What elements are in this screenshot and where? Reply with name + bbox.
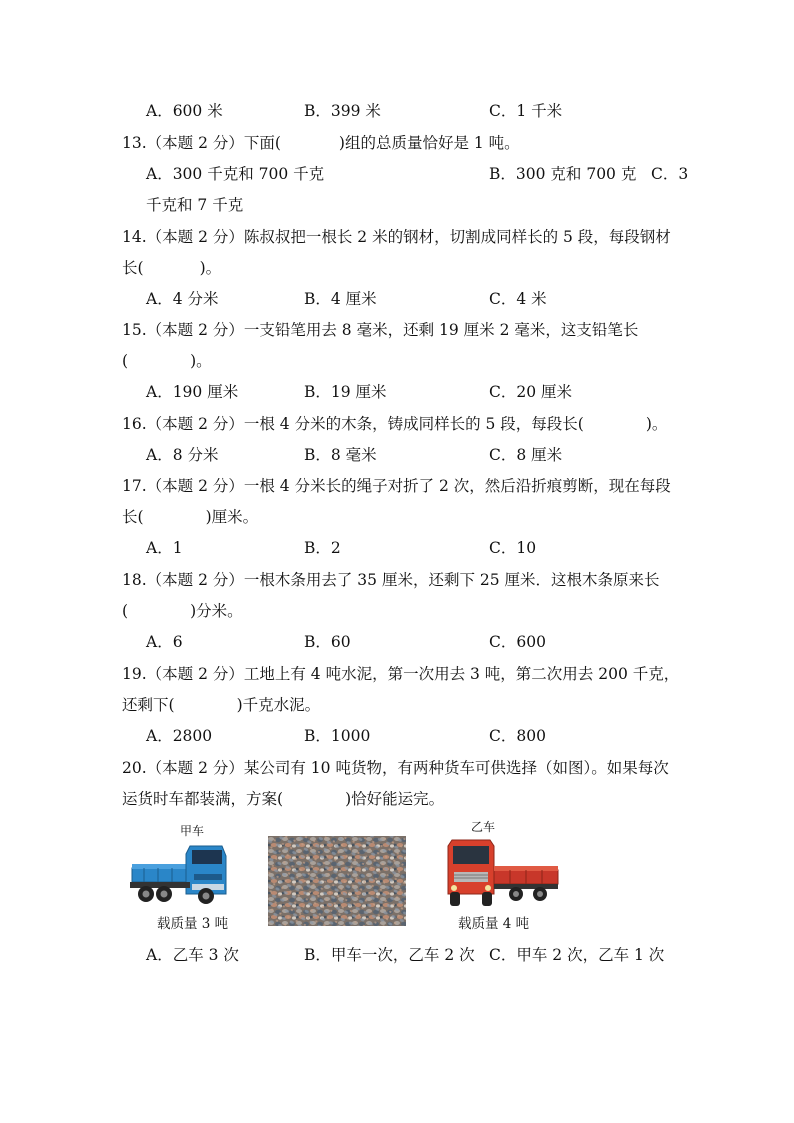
q16-stem: 16.（本题 2 分）一根 4 分米的木条，铸成同样长的 5 段，每段长( )。 <box>122 415 668 433</box>
q20-options <box>146 945 686 965</box>
q12-option-a[interactable]: A．600 米 <box>146 102 223 120</box>
q13-option-a[interactable]: A．300 千克和 700 千克 <box>146 165 325 183</box>
q18-option-b[interactable]: B．60 <box>304 633 351 651</box>
truck-b-image <box>444 838 562 910</box>
q15-option-c[interactable]: C．20 厘米 <box>489 383 573 401</box>
q16-option-c[interactable]: C．8 厘米 <box>489 446 563 464</box>
q15-option-a[interactable]: A．190 厘米 <box>146 383 239 401</box>
q16-option-b[interactable]: B．8 毫米 <box>304 446 377 464</box>
q19-stem: 19.（本题 2 分）工地上有 4 吨水泥，第一次用去 3 吨，第二次用去 200 千克， <box>122 665 680 683</box>
q20-stem-line2: 运货时车都装满，方案( )恰好能运完。 <box>122 790 445 808</box>
q18-option-c[interactable]: C．600 <box>489 633 546 651</box>
q13-options <box>146 164 706 184</box>
q19-option-c[interactable]: C．800 <box>489 727 546 745</box>
truck-a-capacity: 载质量 3 吨 <box>157 916 229 932</box>
q20-option-b[interactable]: B．甲车一次，乙车 2 次 <box>304 946 475 964</box>
q15-stem-line2: ( )。 <box>122 352 212 370</box>
q17-stem: 17.（本题 2 分）一根 4 分米长的绳子对折了 2 次，然后沿折痕剪断，现在每段 <box>122 477 671 495</box>
q16-option-a[interactable]: A．8 分米 <box>146 446 219 464</box>
q13-option-c[interactable]: C．3 <box>651 165 689 183</box>
q12-option-c[interactable]: C．1 千米 <box>489 102 563 120</box>
q20-option-a[interactable]: A．乙车 3 次 <box>146 946 239 964</box>
q18-stem-line2: ( )分米。 <box>122 602 243 620</box>
q13-option-c-wrap: 千克和 7 千克 <box>146 196 244 214</box>
q17-stem-line2: 长( )厘米。 <box>122 508 259 526</box>
truck-b-capacity: 载质量 4 吨 <box>458 916 530 932</box>
gravel-image <box>268 836 406 926</box>
q20-stem: 20.（本题 2 分）某公司有 10 吨货物，有两种货车可供选择（如图）。如果每次 <box>122 759 669 777</box>
truck-a-label: 甲车 <box>180 824 205 838</box>
q14-option-a[interactable]: A．4 分米 <box>146 290 219 308</box>
q19-option-b[interactable]: B．1000 <box>304 727 371 745</box>
q14-stem: 14.（本题 2 分）陈叔叔把一根长 2 米的钢材，切割成同样长的 5 段，每段钢材 <box>122 228 671 246</box>
q17-option-c[interactable]: C．10 <box>489 539 537 557</box>
truck-a-image <box>128 838 232 908</box>
q18-stem: 18.（本题 2 分）一根木条用去了 35 厘米，还剩下 25 厘米．这根木条原来长 <box>122 571 660 589</box>
q20-option-c[interactable]: C．甲车 2 次，乙车 1 次 <box>489 946 665 964</box>
q18-option-a[interactable]: A．6 <box>146 633 183 651</box>
q14-option-b[interactable]: B．4 厘米 <box>304 290 377 308</box>
q19-stem-line2: 还剩下( )千克水泥。 <box>122 696 321 714</box>
q14-stem-line2: 长( )。 <box>122 259 222 277</box>
q17-option-a[interactable]: A．1 <box>146 539 183 557</box>
q14-option-c[interactable]: C．4 米 <box>489 290 547 308</box>
q12-option-b[interactable]: B．399 米 <box>304 102 381 120</box>
q13-stem: 13.（本题 2 分）下面( )组的总质量恰好是 1 吨。 <box>122 134 520 152</box>
q15-option-b[interactable]: B．19 厘米 <box>304 383 387 401</box>
q13-option-b[interactable]: B．300 克和 700 克 <box>489 165 637 183</box>
truck-b-label: 乙车 <box>471 820 496 834</box>
q15-stem: 15.（本题 2 分）一支铅笔用去 8 毫米，还剩 19 厘米 2 毫米，这支铅笔长 <box>122 321 639 339</box>
q19-option-a[interactable]: A．2800 <box>146 727 213 745</box>
q17-option-b[interactable]: B．2 <box>304 539 341 557</box>
